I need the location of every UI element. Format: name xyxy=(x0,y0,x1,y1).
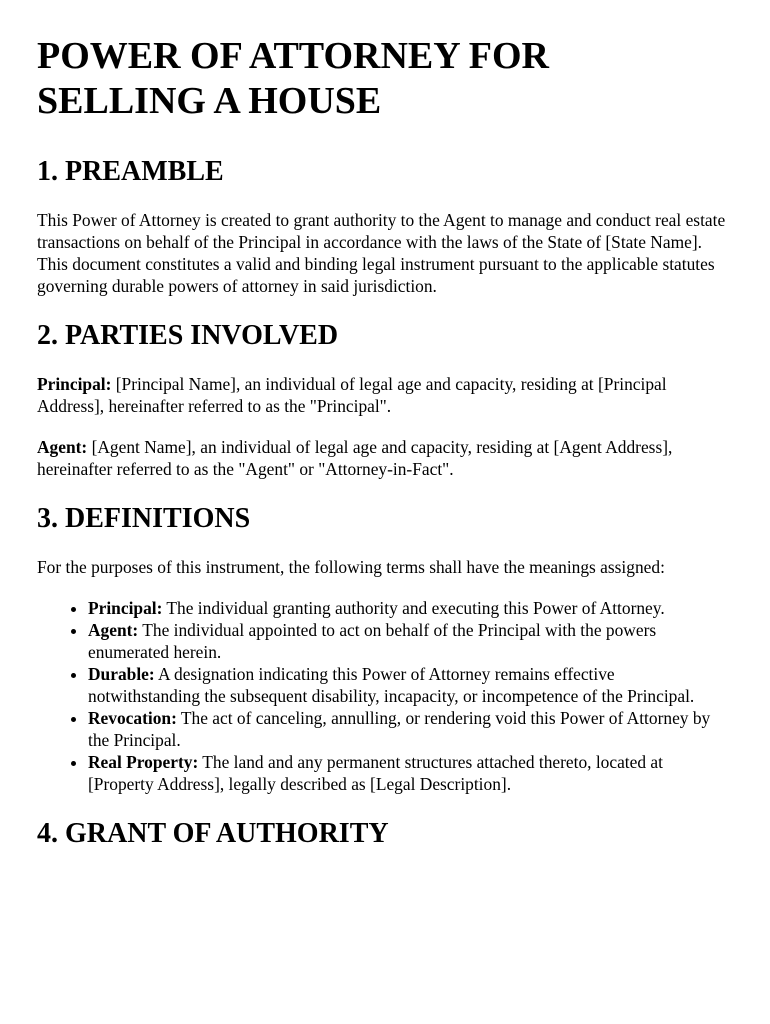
section-heading-preamble: 1. PREAMBLE xyxy=(37,156,224,187)
section-heading-grant-of-authority: 4. GRANT OF AUTHORITY xyxy=(37,818,389,849)
definitions-list xyxy=(37,597,730,795)
principal-label: Principal: xyxy=(37,374,112,394)
list-item xyxy=(88,707,730,751)
list-item xyxy=(88,597,730,619)
agent-text: [Agent Name], an individual of legal age and capacity, residing at [Agent Address], hereinafter referred to as the "Agent" or "Attorney-in-Fact". xyxy=(37,437,673,479)
agent-label: Agent: xyxy=(37,437,88,457)
list-item xyxy=(88,619,730,663)
section-heading-definitions: 3. DEFINITIONS xyxy=(37,503,251,534)
section-heading-parties: 2. PARTIES INVOLVED xyxy=(37,320,339,351)
term-label: Revocation: xyxy=(88,708,177,728)
principal-paragraph xyxy=(37,373,730,417)
term-definition: The land and any permanent structures attached thereto, located at [Property Address], legally described as [Legal Description]. xyxy=(88,752,663,794)
term-label: Agent: xyxy=(88,620,139,640)
definitions-intro: For the purposes of this instrument, the following terms shall have the meanings assigned: xyxy=(37,557,665,577)
document-title: POWER OF ATTORNEY FOR SELLING A HOUSE xyxy=(37,35,549,122)
agent-paragraph xyxy=(37,436,730,480)
term-definition: The act of canceling, annulling, or rendering void this Power of Attorney by the Principal. xyxy=(88,708,711,750)
principal-text: [Principal Name], an individual of legal age and capacity, residing at [Principal Address], hereinafter referred to as the "Principal". xyxy=(37,374,667,416)
term-definition: The individual appointed to act on behalf of the Principal with the powers enumerated herein. xyxy=(88,620,657,662)
term-definition: A designation indicating this Power of Attorney remains effective notwithstanding the subsequent disability, incapacity, or incompetence of the Principal. xyxy=(88,664,695,706)
term-definition: The individual granting authority and executing this Power of Attorney. xyxy=(162,598,665,618)
list-item xyxy=(88,663,730,707)
term-label: Real Property: xyxy=(88,752,199,772)
term-label: Principal: xyxy=(88,598,163,618)
term-label: Durable: xyxy=(88,664,155,684)
preamble-paragraph: This Power of Attorney is created to grant authority to the Agent to manage and conduct real estate transactions on behalf of the Principal in accordance with the laws of the State of [State Name]. This document constitutes a valid and binding legal instrument pursuant to the applicable statutes governing durable powers of attorney in said jurisdiction. xyxy=(37,210,726,296)
list-item xyxy=(88,751,730,795)
